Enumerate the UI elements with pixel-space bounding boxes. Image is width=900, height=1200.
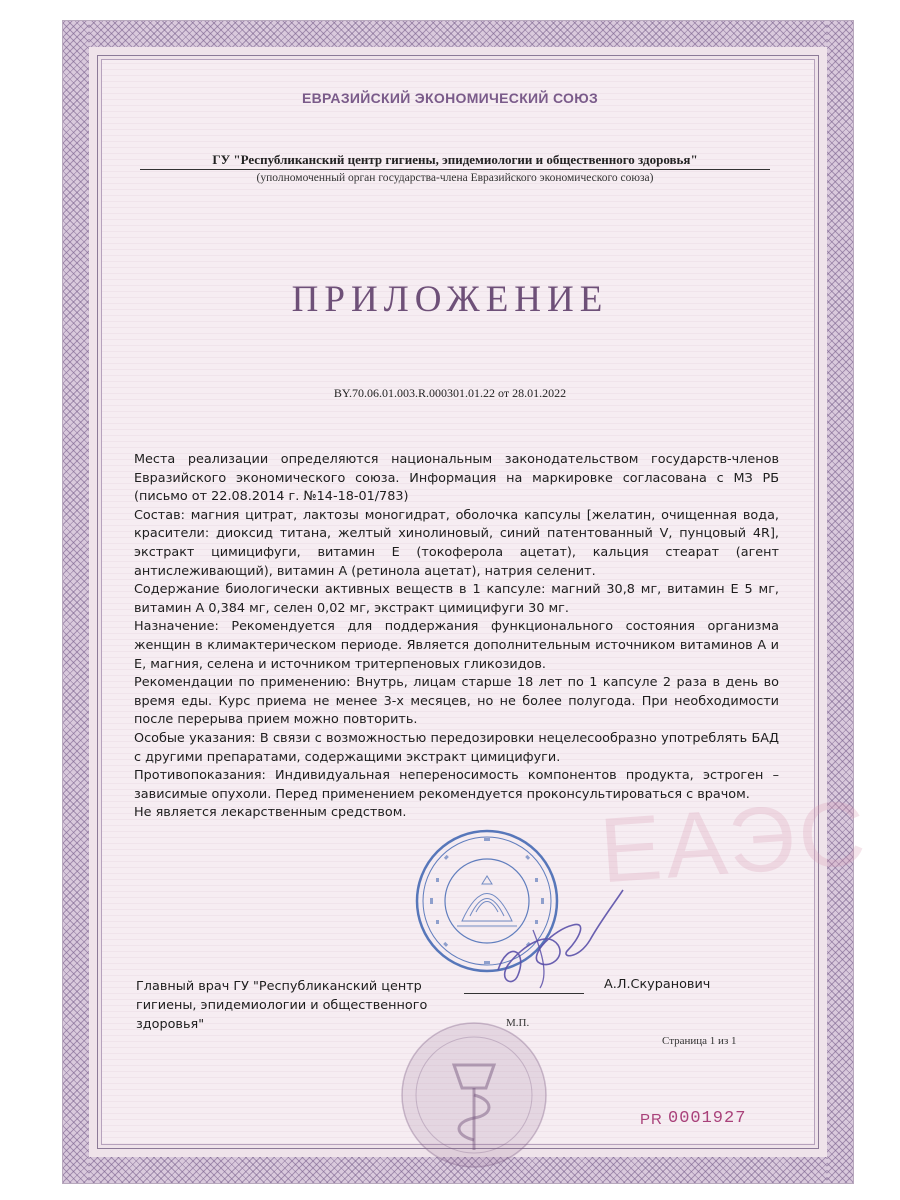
serial-prefix: PR — [640, 1111, 663, 1128]
signer-position-line3: здоровья" — [136, 1017, 205, 1032]
document-title: ПРИЛОЖЕНИЕ — [291, 279, 609, 320]
union-title: ЕВРАЗИЙСКИЙ ЭКОНОМИЧЕСКИЙ СОЮЗ — [301, 90, 599, 106]
paragraph-active-substances: Содержание биологически активных веществ в 1 капсуле: магний 30,8 мг, витамин Е 5 мг, витамин А 0,384 мг, селен 0,02 мг, экстракт цимицифуги 30 мг. — [134, 582, 779, 616]
signer-position-line1: Главный врач ГУ "Республиканский центр — [136, 979, 422, 994]
organization-name: ГУ "Республиканский центр гигиены, эпидемиологии и общественного здоровья" — [140, 152, 770, 170]
signer-name: А.Л.Скуранович — [604, 977, 711, 992]
signature-line — [464, 993, 584, 994]
document-body — [134, 451, 779, 823]
seal-mark: М.П. — [506, 1017, 530, 1029]
paragraph-purpose: Назначение: Рекомендуется для поддержания функционального состояния организма женщин в климактерическом периоде. Является дополнительным источником витаминов А и Е, магния, селена и источником тритерпеновых гликозидов. — [134, 619, 779, 672]
paragraph-special-notes: Особые указания: В связи с возможностью передозировки нецелесообразно употреблять БАД с другими препаратами, содержащими экстракт цимицифуги. — [134, 730, 779, 765]
watermark: ЕАЭС — [596, 781, 873, 903]
certificate-reference: BY.70.06.01.003.R.000301.01.22 от 28.01.2022 — [333, 386, 567, 400]
signer-position-line2: гигиены, эпидемиологии и общественного — [136, 998, 428, 1013]
medical-emblem — [384, 1010, 564, 1170]
page-info: Страница 1 из 1 — [662, 1035, 737, 1047]
paragraph-sales: Места реализации определяются национальным законодательством государств-членов Евразийского экономического союза. Информация на маркировке согласована с МЗ РБ (письмо от 22.08.2014 г. №14-18-01/783) — [134, 452, 779, 505]
paragraph-contraindications: Противопоказания: Индивидуальная непереносимость компонентов продукта, эстроген – зависимые опухоли. Перед применением рекомендуется проконсультироваться с врачом. — [134, 768, 779, 802]
organization-note: (уполномоченный орган государства-члена Евразийского экономического союза) — [256, 172, 654, 184]
handwritten-signature — [478, 870, 628, 990]
paragraph-usage: Рекомендации по применению: Внутрь, лицам старше 18 лет по 1 капсуле 2 раза в день во время еды. Курс приема не менее 3-х месяцев, но не более полугода. При необходимости после перерыва прием можно повторить. — [134, 675, 779, 728]
paragraph-not-medicine: Не является лекарственным средством. — [134, 805, 407, 821]
paragraph-composition: Состав: магния цитрат, лактозы моногидрат, оболочка капсулы [желатин, очищенная вода, красители: диоксид титана, желтый хинолиновый, синий патентованный V, пунцовый 4R], экстракт цимицифуги, витамин Е (токоферола ацетат), кальция стеарат (агент антислеживающий), витамин А (ретинола ацетат), натрия селенит. — [134, 507, 779, 579]
serial-number: 0001927 — [668, 1109, 747, 1128]
